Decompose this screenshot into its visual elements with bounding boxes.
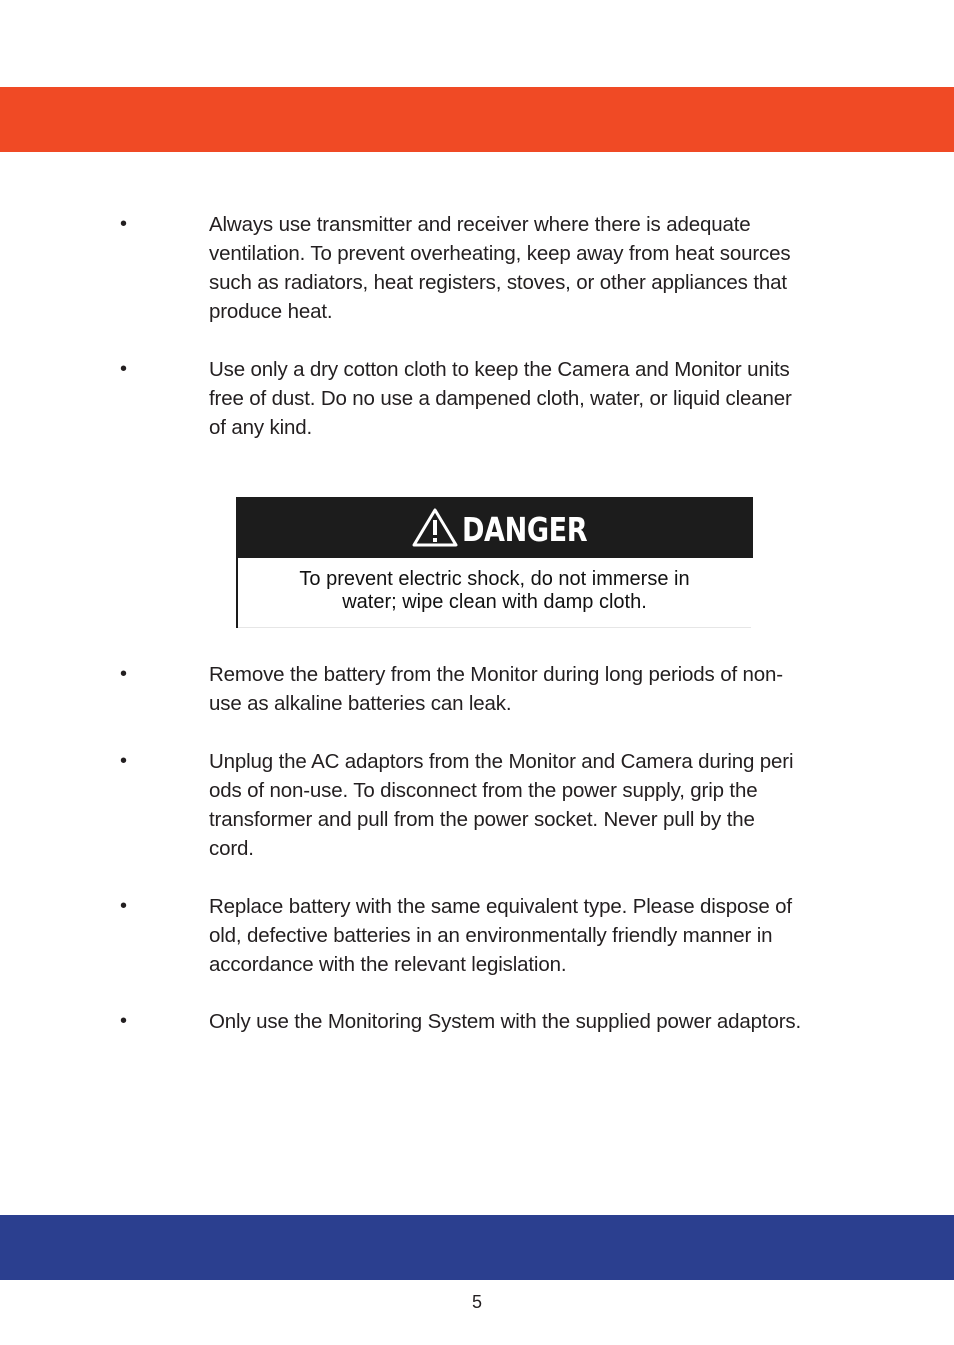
bullet-marker: • xyxy=(120,213,128,235)
bullet-text xyxy=(209,660,859,718)
warning-triangle-icon xyxy=(411,507,459,547)
text-line: accordance with the relevant legislation. xyxy=(209,953,567,976)
bullet-marker: • xyxy=(120,358,128,380)
text-line: free of dust. Do no use a dampened cloth, water, or liquid cleaner xyxy=(209,387,792,410)
bullet-marker: • xyxy=(120,1010,128,1032)
divider xyxy=(238,627,751,628)
danger-header xyxy=(236,497,753,558)
bottom-color-band xyxy=(0,1215,954,1280)
text-line: Remove the battery from the Monitor during long periods of non- xyxy=(209,663,783,686)
text-line: ventilation. To prevent overheating, keep away from heat sources xyxy=(209,242,791,265)
text-line: of any kind. xyxy=(209,416,313,439)
bullet-text xyxy=(209,892,859,979)
bullet-marker: • xyxy=(120,663,128,685)
bullet-marker: • xyxy=(120,895,128,917)
text-line: water; wipe clean with damp cloth. xyxy=(342,591,647,613)
text-line: Unplug the AC adaptors from the Monitor and Camera during peri xyxy=(209,750,794,773)
text-line: transformer and pull from the power socket. Never pull by the xyxy=(209,808,755,831)
top-color-band xyxy=(0,87,954,152)
text-line: ods of non-use. To disconnect from the power supply, grip the xyxy=(209,779,758,802)
danger-message xyxy=(238,568,751,614)
bullet-text xyxy=(209,210,859,326)
page-number: 5 xyxy=(471,1292,482,1312)
text-line: Only use the Monitoring System with the supplied power adaptors. xyxy=(209,1010,802,1033)
text-line: old, defective batteries in an environmentally friendly manner in xyxy=(209,924,773,947)
text-line: use as alkaline batteries can leak. xyxy=(209,692,512,715)
text-line: Replace battery with the same equivalent type. Please dispose of xyxy=(209,895,792,918)
text-line: Always use transmitter and receiver where there is adequate xyxy=(209,213,751,236)
text-line: cord. xyxy=(209,837,254,860)
bullet-text xyxy=(209,355,859,442)
text-line: To prevent electric shock, do not immerse in xyxy=(299,568,690,590)
text-line: produce heat. xyxy=(209,300,333,323)
text-line: Use only a dry cotton cloth to keep the Camera and Monitor units xyxy=(209,358,790,381)
bullet-marker: • xyxy=(120,750,128,772)
bullet-text xyxy=(209,1007,859,1036)
text-line: such as radiators, heat registers, stoves, or other appliances that xyxy=(209,271,787,294)
danger-warning-label xyxy=(236,497,751,628)
danger-title: DANGER xyxy=(462,510,588,549)
bullet-text xyxy=(209,747,859,863)
